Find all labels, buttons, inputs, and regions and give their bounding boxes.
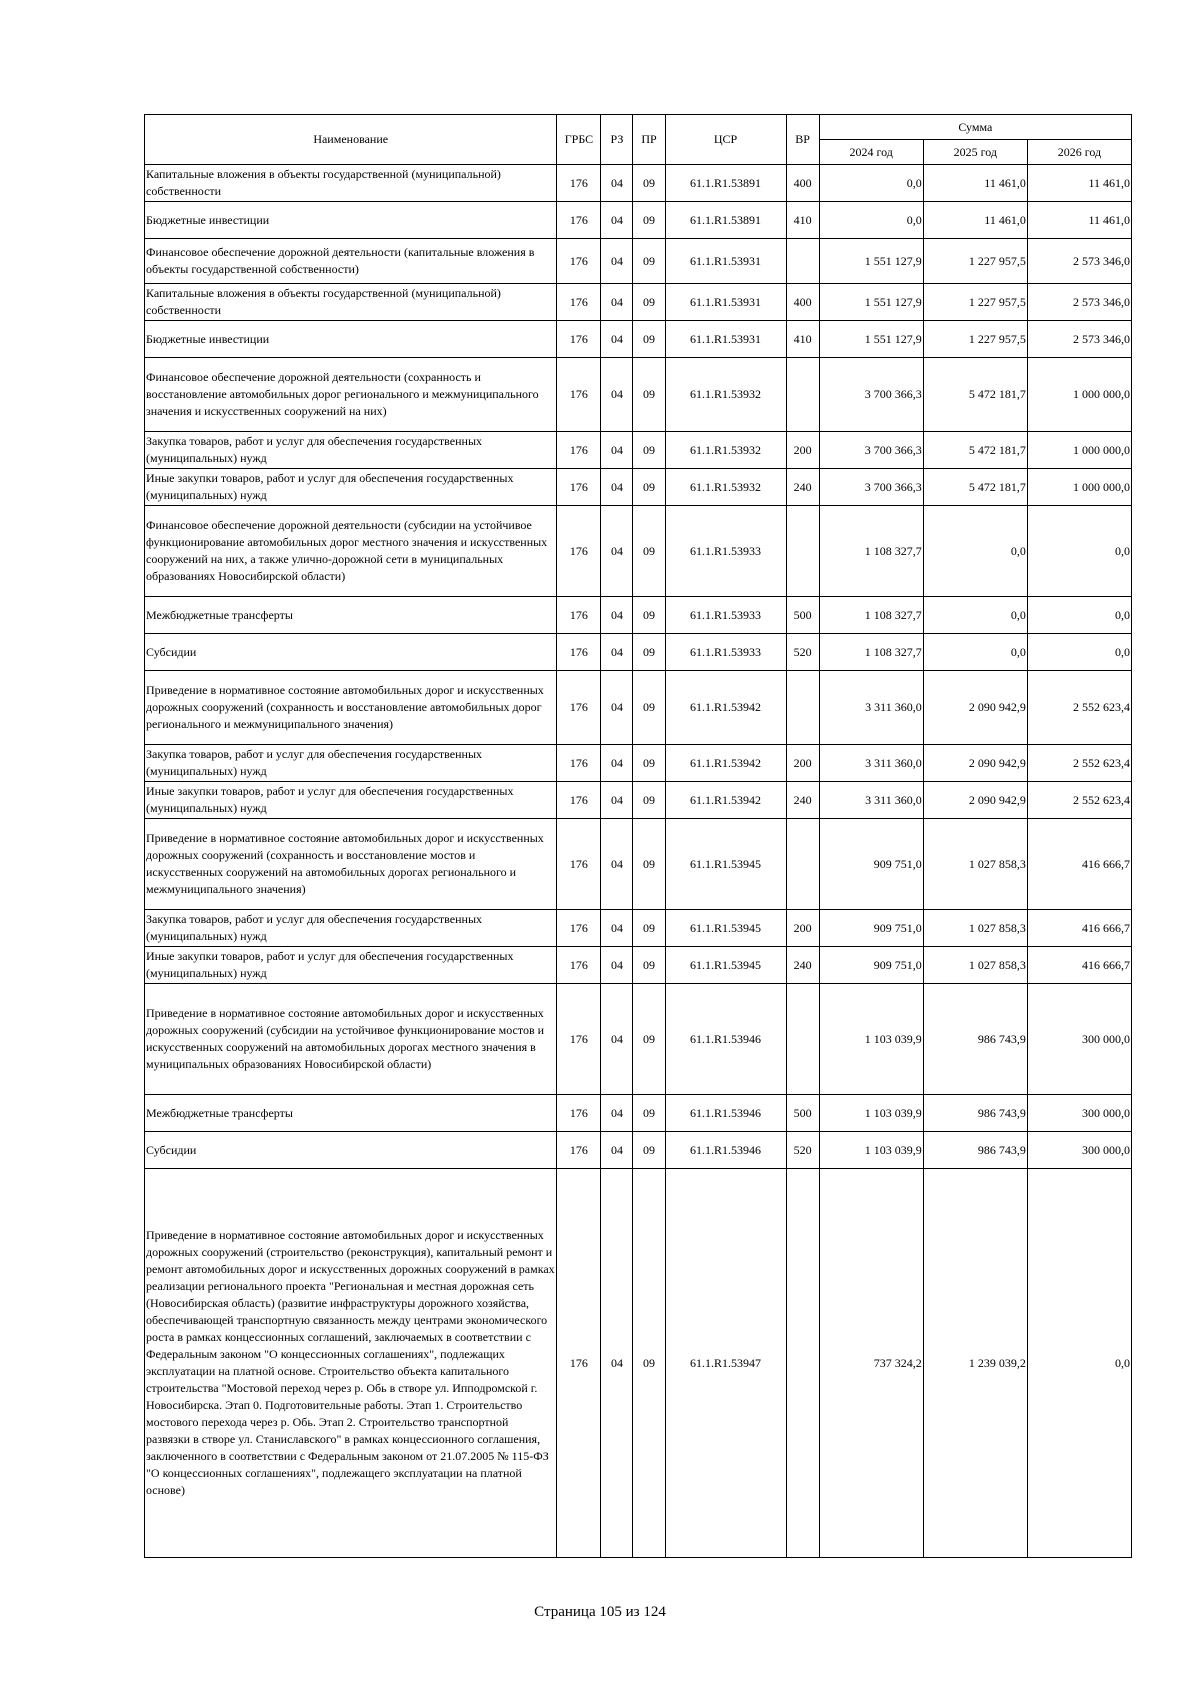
- row-csr: 61.1.R1.53945: [665, 947, 786, 984]
- row-amount-2025: 1 227 957,5: [923, 321, 1027, 358]
- row-rz: 04: [601, 947, 633, 984]
- row-amount-2026: 416 666,7: [1027, 819, 1131, 910]
- row-csr: 61.1.R1.53931: [665, 284, 786, 321]
- table-row: [145, 634, 1132, 671]
- row-csr: 61.1.R1.53946: [665, 984, 786, 1095]
- row-pr: 09: [633, 782, 665, 819]
- header-year-2026: 2026 год: [1027, 140, 1131, 165]
- row-amount-2026: 2 552 623,4: [1027, 671, 1131, 745]
- row-name: Капитальные вложения в объекты государственной (муниципальной) собственности: [145, 165, 557, 202]
- row-vr: [786, 358, 819, 432]
- row-rz: 04: [601, 202, 633, 239]
- page-number: Страница 105 из 124: [534, 1604, 666, 1620]
- row-grbs: 176: [557, 745, 601, 782]
- row-vr: 240: [786, 947, 819, 984]
- header-year-2025: 2025 год: [923, 140, 1027, 165]
- row-amount-2024: 0,0: [819, 165, 923, 202]
- row-amount-2025: 2 090 942,9: [923, 671, 1027, 745]
- row-vr: 200: [786, 745, 819, 782]
- row-vr: [786, 506, 819, 597]
- row-pr: 09: [633, 469, 665, 506]
- row-csr: 61.1.R1.53946: [665, 1095, 786, 1132]
- row-vr: 410: [786, 202, 819, 239]
- row-pr: 09: [633, 1132, 665, 1169]
- row-vr: 200: [786, 910, 819, 947]
- table-row: [145, 1095, 1132, 1132]
- row-vr: 240: [786, 469, 819, 506]
- row-rz: 04: [601, 910, 633, 947]
- row-rz: 04: [601, 819, 633, 910]
- row-amount-2025: 0,0: [923, 597, 1027, 634]
- row-rz: 04: [601, 239, 633, 284]
- row-name: Межбюджетные трансферты: [145, 597, 557, 634]
- row-rz: 04: [601, 469, 633, 506]
- row-csr: 61.1.R1.53932: [665, 469, 786, 506]
- table-row: [145, 597, 1132, 634]
- row-name: Иные закупки товаров, работ и услуг для обеспечения государственных (муниципальных) нужд: [145, 782, 557, 819]
- row-name: Финансовое обеспечение дорожной деятельности (субсидии на устойчивое функционирование автомобильных дорог местного значения и искусственных сооружений на них, а также улично-дорожной сети в муниципальных образованиях Новосибирской области): [145, 506, 557, 597]
- row-amount-2025: 0,0: [923, 634, 1027, 671]
- row-grbs: 176: [557, 358, 601, 432]
- row-amount-2024: 1 103 039,9: [819, 984, 923, 1095]
- row-name: Закупка товаров, работ и услуг для обеспечения государственных (муниципальных) нужд: [145, 745, 557, 782]
- header-grbs: ГРБС: [557, 115, 601, 165]
- row-csr: 61.1.R1.53942: [665, 782, 786, 819]
- row-pr: 09: [633, 358, 665, 432]
- row-csr: 61.1.R1.53947: [665, 1169, 786, 1558]
- row-name: Иные закупки товаров, работ и услуг для обеспечения государственных (муниципальных) нужд: [145, 469, 557, 506]
- row-name: Финансовое обеспечение дорожной деятельности (капитальные вложения в объекты государственной собственности): [145, 239, 557, 284]
- row-grbs: 176: [557, 1132, 601, 1169]
- row-csr: 61.1.R1.53931: [665, 321, 786, 358]
- table-row: [145, 358, 1132, 432]
- row-pr: 09: [633, 819, 665, 910]
- row-grbs: 176: [557, 782, 601, 819]
- row-amount-2024: 1 551 127,9: [819, 239, 923, 284]
- row-amount-2025: 1 227 957,5: [923, 284, 1027, 321]
- row-rz: 04: [601, 782, 633, 819]
- row-amount-2024: 737 324,2: [819, 1169, 923, 1558]
- row-amount-2025: 986 743,9: [923, 1095, 1027, 1132]
- row-vr: 500: [786, 597, 819, 634]
- row-amount-2026: 2 573 346,0: [1027, 239, 1131, 284]
- row-amount-2026: 300 000,0: [1027, 984, 1131, 1095]
- table-row: [145, 202, 1132, 239]
- header-vr: ВР: [786, 115, 819, 165]
- row-amount-2026: 1 000 000,0: [1027, 469, 1131, 506]
- row-pr: 09: [633, 1169, 665, 1558]
- row-vr: 240: [786, 782, 819, 819]
- row-csr: 61.1.R1.53942: [665, 745, 786, 782]
- row-name: Межбюджетные трансферты: [145, 1095, 557, 1132]
- row-amount-2024: 1 551 127,9: [819, 284, 923, 321]
- row-grbs: 176: [557, 1169, 601, 1558]
- row-vr: [786, 984, 819, 1095]
- row-grbs: 176: [557, 1095, 601, 1132]
- row-amount-2024: 3 311 360,0: [819, 745, 923, 782]
- row-amount-2025: 986 743,9: [923, 1132, 1027, 1169]
- row-rz: 04: [601, 506, 633, 597]
- row-vr: 520: [786, 634, 819, 671]
- row-amount-2024: 909 751,0: [819, 819, 923, 910]
- row-grbs: 176: [557, 165, 601, 202]
- row-grbs: 176: [557, 634, 601, 671]
- row-amount-2026: 0,0: [1027, 506, 1131, 597]
- row-pr: 09: [633, 910, 665, 947]
- row-amount-2024: 1 108 327,7: [819, 506, 923, 597]
- row-name: Приведение в нормативное состояние автомобильных дорог и искусственных дорожных сооружений (субсидии на устойчивое функционирование мостов и искусственных сооружений на автомобильных дорогах местного значения в муниципальных образованиях Новосибирской области): [145, 984, 557, 1095]
- table-row: [145, 1169, 1132, 1558]
- row-grbs: 176: [557, 239, 601, 284]
- row-name: Приведение в нормативное состояние автомобильных дорог и искусственных дорожных сооружений (сохранность и восстановление автомобильных дорог регионального и межмуниципального значения): [145, 671, 557, 745]
- row-grbs: 176: [557, 910, 601, 947]
- row-amount-2025: 5 472 181,7: [923, 432, 1027, 469]
- row-pr: 09: [633, 1095, 665, 1132]
- row-grbs: 176: [557, 671, 601, 745]
- row-csr: 61.1.R1.53946: [665, 1132, 786, 1169]
- row-vr: [786, 819, 819, 910]
- row-amount-2025: 0,0: [923, 506, 1027, 597]
- row-amount-2025: 11 461,0: [923, 165, 1027, 202]
- row-amount-2026: 416 666,7: [1027, 910, 1131, 947]
- row-grbs: 176: [557, 321, 601, 358]
- row-vr: [786, 1169, 819, 1558]
- row-amount-2026: 2 573 346,0: [1027, 321, 1131, 358]
- header-csr: ЦСР: [665, 115, 786, 165]
- row-csr: 61.1.R1.53932: [665, 432, 786, 469]
- row-amount-2024: 0,0: [819, 202, 923, 239]
- row-grbs: 176: [557, 984, 601, 1095]
- row-vr: 400: [786, 165, 819, 202]
- row-rz: 04: [601, 358, 633, 432]
- row-name: Финансовое обеспечение дорожной деятельности (сохранность и восстановление автомобильных дорог регионального и межмуниципального значения и искусственных сооружений на них): [145, 358, 557, 432]
- row-rz: 04: [601, 745, 633, 782]
- table-row: [145, 819, 1132, 910]
- row-grbs: 176: [557, 947, 601, 984]
- row-rz: 04: [601, 1169, 633, 1558]
- row-amount-2026: 1 000 000,0: [1027, 432, 1131, 469]
- row-csr: 61.1.R1.53931: [665, 239, 786, 284]
- table-row: [145, 947, 1132, 984]
- row-rz: 04: [601, 597, 633, 634]
- row-amount-2026: 0,0: [1027, 597, 1131, 634]
- row-rz: 04: [601, 165, 633, 202]
- row-name: Приведение в нормативное состояние автомобильных дорог и искусственных дорожных сооружений (строительство (реконструкция), капитальный ремонт и ремонт автомобильных дорог и искусственных дорожных сооружений в рамках реализации регионального проекта "Региональная и местная дорожная сеть (Новосибирская область) (развитие инфраструктуры дорожного хозяйства, обеспечивающей транспортную связанность между центрами экономического роста в рамках концессионных соглашений, заключаемых в соответствии с Федеральным законом "О концессионных соглашениях", подлежащих эксплуатации на платной основе. Строительство объекта капитального строительства "Мостовой переход через р. Обь в створе ул. Ипподромской г. Новосибирска. Этап 0. Подготовительные работы. Этап 1. Строительство мостового перехода через р. Обь. Этап 2. Строительство транспортной развязки в створе ул. Станиславского" в рамках концессионного соглашения, заключенного в соответствии с Федеральным законом от 21.07.2005 № 115-ФЗ "О концессионных соглашениях", подлежащего эксплуатации на платной основе): [145, 1169, 557, 1558]
- row-rz: 04: [601, 321, 633, 358]
- row-amount-2024: 1 108 327,7: [819, 597, 923, 634]
- table-row: [145, 239, 1132, 284]
- row-pr: 09: [633, 284, 665, 321]
- row-csr: 61.1.R1.53933: [665, 634, 786, 671]
- row-amount-2025: 5 472 181,7: [923, 469, 1027, 506]
- header-year-2024: 2024 год: [819, 140, 923, 165]
- row-amount-2025: 986 743,9: [923, 984, 1027, 1095]
- row-grbs: 176: [557, 597, 601, 634]
- table-row: [145, 321, 1132, 358]
- table-row: [145, 432, 1132, 469]
- row-amount-2025: 1 227 957,5: [923, 239, 1027, 284]
- row-amount-2025: 1 027 858,3: [923, 910, 1027, 947]
- row-vr: 200: [786, 432, 819, 469]
- table-body: [145, 165, 1132, 1558]
- table-row: [145, 469, 1132, 506]
- row-amount-2026: 300 000,0: [1027, 1095, 1131, 1132]
- header-pr: ПР: [633, 115, 665, 165]
- row-name: Закупка товаров, работ и услуг для обеспечения государственных (муниципальных) нужд: [145, 910, 557, 947]
- row-csr: 61.1.R1.53942: [665, 671, 786, 745]
- row-pr: 09: [633, 506, 665, 597]
- row-amount-2024: 3 700 366,3: [819, 358, 923, 432]
- row-rz: 04: [601, 984, 633, 1095]
- row-amount-2026: 2 552 623,4: [1027, 782, 1131, 819]
- table-row: [145, 782, 1132, 819]
- row-vr: 520: [786, 1132, 819, 1169]
- row-pr: 09: [633, 597, 665, 634]
- budget-table: [144, 114, 1132, 1558]
- table-header: [145, 115, 1132, 165]
- row-csr: 61.1.R1.53933: [665, 506, 786, 597]
- row-amount-2026: 2 552 623,4: [1027, 745, 1131, 782]
- row-amount-2024: 3 311 360,0: [819, 671, 923, 745]
- row-name: Бюджетные инвестиции: [145, 321, 557, 358]
- row-amount-2024: 1 551 127,9: [819, 321, 923, 358]
- row-amount-2025: 2 090 942,9: [923, 745, 1027, 782]
- table-row: [145, 1132, 1132, 1169]
- row-amount-2026: 416 666,7: [1027, 947, 1131, 984]
- row-pr: 09: [633, 947, 665, 984]
- row-csr: 61.1.R1.53891: [665, 202, 786, 239]
- row-csr: 61.1.R1.53932: [665, 358, 786, 432]
- row-rz: 04: [601, 671, 633, 745]
- row-amount-2026: 11 461,0: [1027, 165, 1131, 202]
- row-name: Приведение в нормативное состояние автомобильных дорог и искусственных дорожных сооружений (сохранность и восстановление мостов и искусственных сооружений на автомобильных дорогах регионального и межмуниципального значения): [145, 819, 557, 910]
- row-name: Капитальные вложения в объекты государственной (муниципальной) собственности: [145, 284, 557, 321]
- row-vr: [786, 671, 819, 745]
- row-grbs: 176: [557, 432, 601, 469]
- row-rz: 04: [601, 284, 633, 321]
- row-amount-2026: 2 573 346,0: [1027, 284, 1131, 321]
- row-name: Бюджетные инвестиции: [145, 202, 557, 239]
- row-pr: 09: [633, 202, 665, 239]
- row-name: Закупка товаров, работ и услуг для обеспечения государственных (муниципальных) нужд: [145, 432, 557, 469]
- row-amount-2026: 300 000,0: [1027, 1132, 1131, 1169]
- row-amount-2024: 3 700 366,3: [819, 432, 923, 469]
- row-grbs: 176: [557, 506, 601, 597]
- row-pr: 09: [633, 634, 665, 671]
- row-grbs: 176: [557, 202, 601, 239]
- row-amount-2025: 5 472 181,7: [923, 358, 1027, 432]
- row-rz: 04: [601, 1095, 633, 1132]
- row-vr: [786, 239, 819, 284]
- row-amount-2025: 2 090 942,9: [923, 782, 1027, 819]
- row-amount-2024: 909 751,0: [819, 947, 923, 984]
- row-amount-2026: 11 461,0: [1027, 202, 1131, 239]
- row-name: Субсидии: [145, 634, 557, 671]
- row-amount-2024: 1 108 327,7: [819, 634, 923, 671]
- row-name: Субсидии: [145, 1132, 557, 1169]
- row-grbs: 176: [557, 469, 601, 506]
- row-vr: 400: [786, 284, 819, 321]
- header-rz: РЗ: [601, 115, 633, 165]
- row-amount-2024: 909 751,0: [819, 910, 923, 947]
- row-csr: 61.1.R1.53891: [665, 165, 786, 202]
- row-rz: 04: [601, 432, 633, 469]
- table-row: [145, 506, 1132, 597]
- row-amount-2024: 3 700 366,3: [819, 469, 923, 506]
- row-pr: 09: [633, 165, 665, 202]
- row-grbs: 176: [557, 819, 601, 910]
- row-csr: 61.1.R1.53945: [665, 910, 786, 947]
- row-amount-2026: 0,0: [1027, 1169, 1131, 1558]
- table-row: [145, 910, 1132, 947]
- row-amount-2024: 1 103 039,9: [819, 1132, 923, 1169]
- row-vr: 410: [786, 321, 819, 358]
- row-amount-2025: 1 239 039,2: [923, 1169, 1027, 1558]
- row-pr: 09: [633, 239, 665, 284]
- row-name: Иные закупки товаров, работ и услуг для обеспечения государственных (муниципальных) нужд: [145, 947, 557, 984]
- row-amount-2026: 0,0: [1027, 634, 1131, 671]
- row-amount-2026: 1 000 000,0: [1027, 358, 1131, 432]
- header-name: Наименование: [145, 115, 557, 165]
- header-sum: Сумма: [819, 115, 1131, 140]
- table-row: [145, 671, 1132, 745]
- row-csr: 61.1.R1.53945: [665, 819, 786, 910]
- row-amount-2024: 3 311 360,0: [819, 782, 923, 819]
- row-pr: 09: [633, 321, 665, 358]
- table-row: [145, 984, 1132, 1095]
- row-rz: 04: [601, 1132, 633, 1169]
- row-rz: 04: [601, 634, 633, 671]
- row-pr: 09: [633, 671, 665, 745]
- row-pr: 09: [633, 745, 665, 782]
- row-pr: 09: [633, 432, 665, 469]
- table-row: [145, 745, 1132, 782]
- table-row: [145, 284, 1132, 321]
- row-grbs: 176: [557, 284, 601, 321]
- row-csr: 61.1.R1.53933: [665, 597, 786, 634]
- row-amount-2025: 1 027 858,3: [923, 819, 1027, 910]
- row-amount-2025: 11 461,0: [923, 202, 1027, 239]
- row-pr: 09: [633, 984, 665, 1095]
- table-row: [145, 165, 1132, 202]
- row-amount-2025: 1 027 858,3: [923, 947, 1027, 984]
- row-vr: 500: [786, 1095, 819, 1132]
- row-amount-2024: 1 103 039,9: [819, 1095, 923, 1132]
